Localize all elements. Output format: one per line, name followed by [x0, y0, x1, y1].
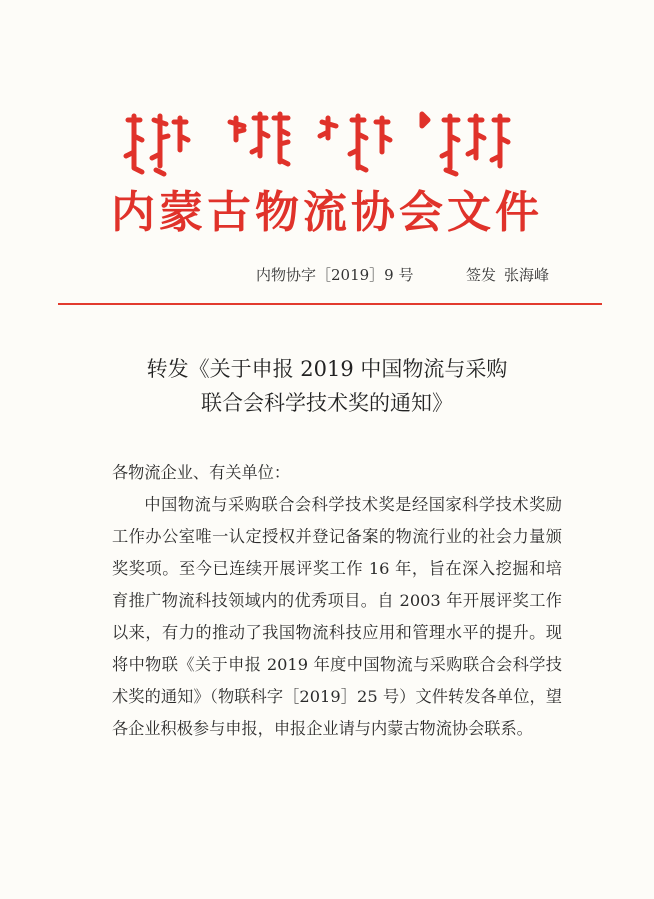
document-title-line-2: 联合会科学技术奖的通知》 [201, 391, 453, 415]
signer-name: 张海峰 [504, 266, 550, 284]
mongolian-script-logo [120, 110, 540, 180]
issuing-organization-title: 内蒙古物流协会文件 [111, 187, 543, 238]
mongolian-script-header [120, 110, 540, 180]
document-title-line-1: 转发《关于申报 2019 中国物流与采购 [146, 357, 508, 381]
red-divider-rule [58, 303, 602, 305]
salutation: 各物流企业、有关单位： [112, 463, 291, 482]
signer-line [466, 264, 549, 285]
document-title [0, 352, 654, 420]
signer-label: 签发 [466, 266, 497, 284]
body-paragraph: 中国物流与采购联合会科学技术奖是经国家科学技术奖励工作办公室唯一认定授权并登记备案的物流行业的社会力量颁奖奖项。至今已连续开展评奖工作 16 年，旨在深入挖掘和培育推广物流科技领域内的优秀项目。自 2003 年开展评奖工作以来，有力的推动了我国物流科技应用和管理水平的提升。现将中物联《关于申报 2019 年度中国物流与采购联合会科学技术奖的通知》（物联科字［2019］25 号）文件转发各单位，望各企业积极参与申报，申报企业请与内蒙古物流协会联系。 [112, 495, 562, 738]
document-body [112, 457, 562, 745]
document-number: 内物协字［2019］9 号 [256, 266, 414, 284]
